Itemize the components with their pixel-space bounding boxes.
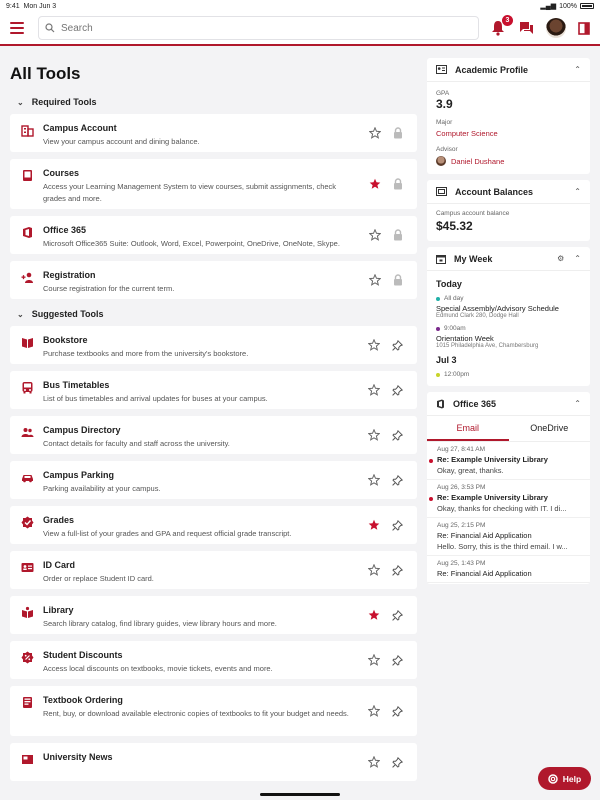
email-item[interactable] (427, 556, 590, 583)
search-input[interactable] (61, 23, 472, 34)
office365-card (427, 392, 590, 584)
card-title: My Week (454, 253, 493, 264)
battery-percent: 100% (559, 2, 577, 10)
tool-name: University News (43, 752, 113, 762)
academic-profile-card (427, 58, 590, 174)
tool-description: Search library catalog, find library guides, view library hours and more. (43, 619, 277, 628)
tool-name: Campus Directory (43, 425, 121, 435)
tool-description: View a full-list of your grades and GPA and request official grade transcript. (43, 529, 292, 538)
event-location: Edmund Clark 280, Dodge Hall (436, 313, 519, 319)
email-preview: Okay, great, thanks. (437, 466, 504, 475)
required-tools-list (10, 114, 417, 299)
chat-icon[interactable] (519, 21, 534, 35)
section-title: Required Tools (31, 97, 97, 107)
user-avatar[interactable] (546, 18, 566, 38)
card-title: Academic Profile (455, 64, 529, 75)
tool-name: Library (43, 605, 74, 615)
star-icon[interactable] (368, 756, 380, 768)
building-icon (20, 123, 34, 137)
email-subject: Re: Financial Aid Application (437, 569, 532, 578)
event-title: Special Assembly/Advisory Schedule (436, 304, 559, 313)
calendar-event[interactable] (436, 295, 581, 319)
tool-name: Campus Parking (43, 470, 115, 480)
star-filled-icon[interactable] (368, 519, 380, 531)
star-icon[interactable] (369, 274, 381, 286)
star-icon[interactable] (368, 705, 380, 717)
status-bar (0, 0, 600, 12)
event-location: 1015 Philadelphia Ave, Chambersburg (436, 343, 539, 349)
event-color-dot (436, 297, 440, 301)
week-day-label: Jul 3 (436, 355, 457, 365)
app-header (0, 12, 600, 46)
chevron-down-icon: ⌄ (17, 309, 24, 319)
event-time: All day (444, 295, 464, 302)
unread-dot (429, 497, 433, 501)
suggested-tools-list (10, 326, 417, 781)
tool-name: Student Discounts (43, 650, 123, 660)
advisor-avatar (436, 156, 446, 166)
email-item[interactable] (427, 442, 590, 480)
panel-toggle-icon[interactable] (578, 22, 590, 35)
email-preview: Okay, thanks for checking with IT. I di... (437, 504, 567, 513)
car-icon (20, 470, 34, 484)
tool-item[interactable] (10, 114, 417, 152)
suggested-tools-header[interactable] (17, 309, 425, 319)
id-card-icon (20, 560, 34, 574)
tools-panel (0, 48, 425, 800)
gpa-value: 3.9 (436, 97, 453, 111)
email-subject: Re: Example University Library (437, 455, 548, 464)
collapse-icon[interactable]: ⌃ (574, 254, 581, 263)
calendar-icon (436, 254, 446, 264)
help-label: Help (562, 773, 582, 784)
collapse-icon[interactable]: ⌃ (574, 65, 581, 74)
star-icon[interactable] (368, 474, 380, 486)
gpa-label: GPA (436, 90, 450, 97)
signal-icon: ▂▄▆ (540, 3, 557, 10)
tool-item[interactable] (10, 686, 417, 736)
collapse-icon[interactable]: ⌃ (574, 399, 581, 408)
tool-description: View your campus account and dining balance. (43, 137, 200, 146)
star-icon[interactable] (368, 429, 380, 441)
email-subject: Re: Example University Library (437, 493, 548, 502)
bus-icon (20, 380, 34, 394)
tool-description: Access local discounts on textbooks, movie tickets, events and more. (43, 664, 273, 673)
tab-email[interactable]: Email (427, 416, 509, 441)
tool-item[interactable] (10, 326, 417, 364)
advisor-link[interactable]: Daniel Dushane (451, 156, 505, 166)
tool-description: Microsoft Office365 Suite: Outlook, Word, Excel, Powerpoint, OneDrive, OneNote, Skype. (43, 239, 340, 248)
tool-item[interactable] (10, 416, 417, 454)
lock-icon (393, 274, 403, 286)
discount-icon (20, 650, 34, 664)
tool-item[interactable] (10, 216, 417, 254)
tool-description: Parking availability at your campus. (43, 484, 161, 493)
chevron-down-icon: ⌄ (17, 97, 24, 107)
profile-card-icon (436, 65, 447, 74)
book-icon (20, 168, 34, 182)
page-title: All Tools (10, 64, 81, 83)
event-color-dot (436, 373, 440, 377)
lock-icon (393, 178, 403, 190)
search-bar[interactable] (38, 16, 479, 40)
tool-description: Rent, buy, or download available electronic copies of textbooks to fit your budget and needs. (43, 709, 349, 718)
email-date: Aug 25, 2:15 PM (437, 522, 486, 529)
tab-onedrive[interactable]: OneDrive (530, 423, 569, 433)
major-label: Major (436, 119, 453, 126)
account-balances-card (427, 180, 590, 241)
search-icon (45, 23, 55, 33)
pin-icon[interactable] (392, 757, 403, 768)
tool-name: Courses (43, 168, 80, 178)
lock-icon (393, 229, 403, 241)
advisor-label: Advisor (436, 146, 458, 153)
collapse-icon[interactable]: ⌃ (574, 187, 581, 196)
star-filled-icon[interactable] (369, 178, 381, 190)
office-icon (20, 225, 34, 239)
pin-icon[interactable] (392, 520, 403, 531)
tool-item[interactable] (10, 461, 417, 499)
star-filled-icon[interactable] (368, 609, 380, 621)
pin-icon[interactable] (392, 430, 403, 441)
email-item[interactable] (427, 480, 590, 518)
tool-item[interactable] (10, 743, 417, 781)
star-icon[interactable] (368, 339, 380, 351)
star-icon[interactable] (369, 127, 381, 139)
tool-item[interactable] (10, 596, 417, 634)
calendar-event[interactable] (436, 371, 581, 378)
pin-icon[interactable] (392, 565, 403, 576)
person-add-icon (20, 270, 34, 284)
star-icon[interactable] (369, 229, 381, 241)
event-title: Orientation Week (436, 334, 494, 343)
tool-item[interactable] (10, 159, 417, 209)
tool-description: Contact details for faculty and staff across the university. (43, 439, 230, 448)
email-subject: Re: Financial Aid Application (437, 531, 532, 540)
card-title: Office 365 (453, 398, 497, 409)
home-indicator[interactable] (260, 793, 340, 796)
tool-name: Bookstore (43, 335, 88, 345)
tool-item[interactable] (10, 641, 417, 679)
notifications-button[interactable] (491, 17, 510, 36)
calendar-event[interactable] (436, 325, 581, 349)
status-date: Mon Jun 3 (23, 2, 57, 10)
balance-label: Campus account balance (436, 210, 510, 217)
open-book-icon (20, 335, 34, 349)
news-icon (20, 752, 34, 766)
wallet-icon (436, 187, 447, 196)
tool-name: Textbook Ordering (43, 695, 123, 705)
email-item[interactable] (427, 518, 590, 556)
help-button[interactable] (538, 767, 591, 790)
tool-name: ID Card (43, 560, 76, 570)
event-color-dot (436, 327, 440, 331)
status-time: 9:41 (6, 2, 20, 10)
settings-icon[interactable]: ⚙ (557, 254, 565, 263)
email-date: Aug 26, 3:53 PM (437, 484, 486, 491)
email-date: Aug 27, 8:41 AM (437, 446, 486, 453)
pin-icon[interactable] (392, 475, 403, 486)
email-preview: Hello. Sorry, this is the third email. I w... (437, 542, 568, 551)
tool-item[interactable] (10, 551, 417, 589)
email-date: Aug 25, 1:43 PM (437, 560, 486, 567)
pin-icon[interactable] (392, 385, 403, 396)
star-icon[interactable] (368, 564, 380, 576)
lock-icon (393, 127, 403, 139)
tool-description: Course registration for the current term. (43, 284, 175, 293)
required-tools-header[interactable] (17, 97, 425, 107)
star-icon[interactable] (368, 654, 380, 666)
unread-dot (429, 459, 433, 463)
tool-name: Bus Timetables (43, 380, 110, 390)
event-time: 12:00pm (444, 371, 470, 378)
people-icon (20, 425, 34, 439)
tool-description: Purchase textbooks and more from the university's bookstore. (43, 349, 249, 358)
major-link[interactable]: Computer Science (436, 129, 498, 138)
tool-item[interactable] (10, 371, 417, 409)
lifebuoy-icon (548, 774, 558, 784)
tool-name: Campus Account (43, 123, 117, 133)
tool-description: Order or replace Student ID card. (43, 574, 154, 583)
battery-icon (580, 3, 594, 9)
menu-icon[interactable] (10, 22, 24, 34)
check-badge-icon (20, 515, 34, 529)
star-icon[interactable] (368, 384, 380, 396)
tool-name: Registration (43, 270, 96, 280)
notification-badge: 3 (502, 15, 513, 26)
tool-description: List of bus timetables and arrival updates for buses at your campus. (43, 394, 268, 403)
pin-icon[interactable] (392, 655, 403, 666)
event-time: 9:00am (444, 325, 466, 332)
balance-value: $45.32 (436, 219, 473, 233)
tool-description: Access your Learning Management System to view courses, submit assignments, check grades and more. (43, 182, 337, 203)
my-week-card (427, 247, 590, 386)
tool-name: Office 365 (43, 225, 87, 235)
week-day-label: Today (436, 279, 462, 289)
tool-item[interactable] (10, 261, 417, 299)
tool-item[interactable] (10, 506, 417, 544)
textbook-icon (20, 695, 34, 709)
widgets-panel (427, 58, 590, 590)
pin-icon[interactable] (392, 340, 403, 351)
library-icon (20, 605, 34, 619)
section-title: Suggested Tools (31, 309, 104, 319)
card-title: Account Balances (455, 186, 534, 197)
pin-icon[interactable] (392, 610, 403, 621)
pin-icon[interactable] (392, 706, 403, 717)
office-icon (436, 399, 445, 409)
tool-name: Grades (43, 515, 75, 525)
